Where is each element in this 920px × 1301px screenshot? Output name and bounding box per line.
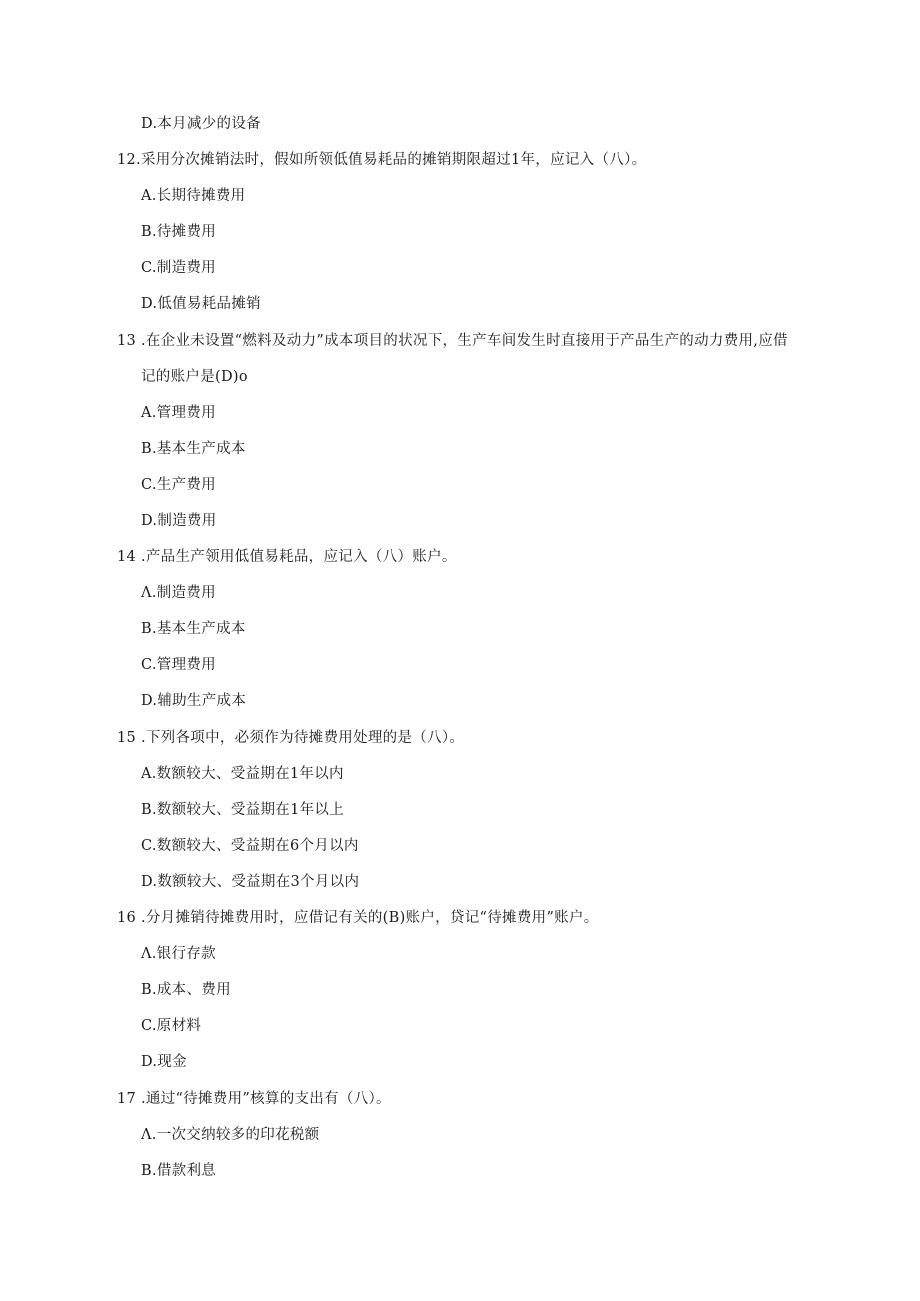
question-13-continuation: 记的账户是(D)o xyxy=(141,369,248,385)
option-13-c: C.生产费用 xyxy=(141,477,216,493)
question-12: 12.采用分次摊销法时，假如所领低值易耗品的摊销期限超过1年，应记入（八）。 xyxy=(117,152,647,168)
option-17-b: B.借款利息 xyxy=(141,1163,217,1179)
option-12-prev-d: D.本月减少的设备 xyxy=(141,116,261,132)
option-14-a: Λ.制造费用 xyxy=(141,585,216,601)
option-15-a: A.数额较大、受益期在1年以内 xyxy=(141,766,344,782)
question-15: 15 .下列各项中，必须作为待摊费用处理的是（八）。 xyxy=(117,730,465,746)
option-14-c: C.管理费用 xyxy=(141,657,216,673)
option-16-b: B.成本、费用 xyxy=(141,982,231,998)
question-14: 14 .产品生产领用低值易耗品，应记入（八）账户。 xyxy=(117,549,457,565)
option-16-d: D.现金 xyxy=(141,1054,187,1070)
option-16-c: C.原材料 xyxy=(141,1018,202,1034)
option-13-b: B.基本生产成本 xyxy=(141,441,246,457)
option-13-d: D.制造费用 xyxy=(141,513,217,529)
option-12-a: A.长期待摊费用 xyxy=(141,188,246,204)
question-13: 13 .在企业未设置“燃料及动力”成本项目的状况下，生产车间发生时直接用于产品生产的动力费用,应借 xyxy=(117,333,788,349)
option-12-c: C.制造费用 xyxy=(141,260,216,276)
option-15-b: B.数额较大、受益期在1年以上 xyxy=(141,802,344,818)
option-16-a: Λ.银行存款 xyxy=(141,946,216,962)
option-15-d: D.数额较大、受益期在3个月以内 xyxy=(141,874,360,890)
question-16: 16 .分月摊销待摊费用时，应借记有关的(B)账户，贷记“待摊费用”账户。 xyxy=(117,910,599,926)
option-12-d: D.低值易耗品摊销 xyxy=(141,296,261,312)
option-12-b: B.待摊费用 xyxy=(141,224,217,240)
question-17: 17 .通过“待摊费用”核算的支出有（八）。 xyxy=(117,1091,391,1107)
option-14-b: B.基本生产成本 xyxy=(141,621,246,637)
option-15-c: C.数额较大、受益期在6个月以内 xyxy=(141,838,359,854)
option-14-d: D.辅助生产成本 xyxy=(141,693,247,709)
option-13-a: A.管理费用 xyxy=(141,405,216,421)
option-17-a: Λ.一次交纳较多的印花税额 xyxy=(141,1127,320,1143)
